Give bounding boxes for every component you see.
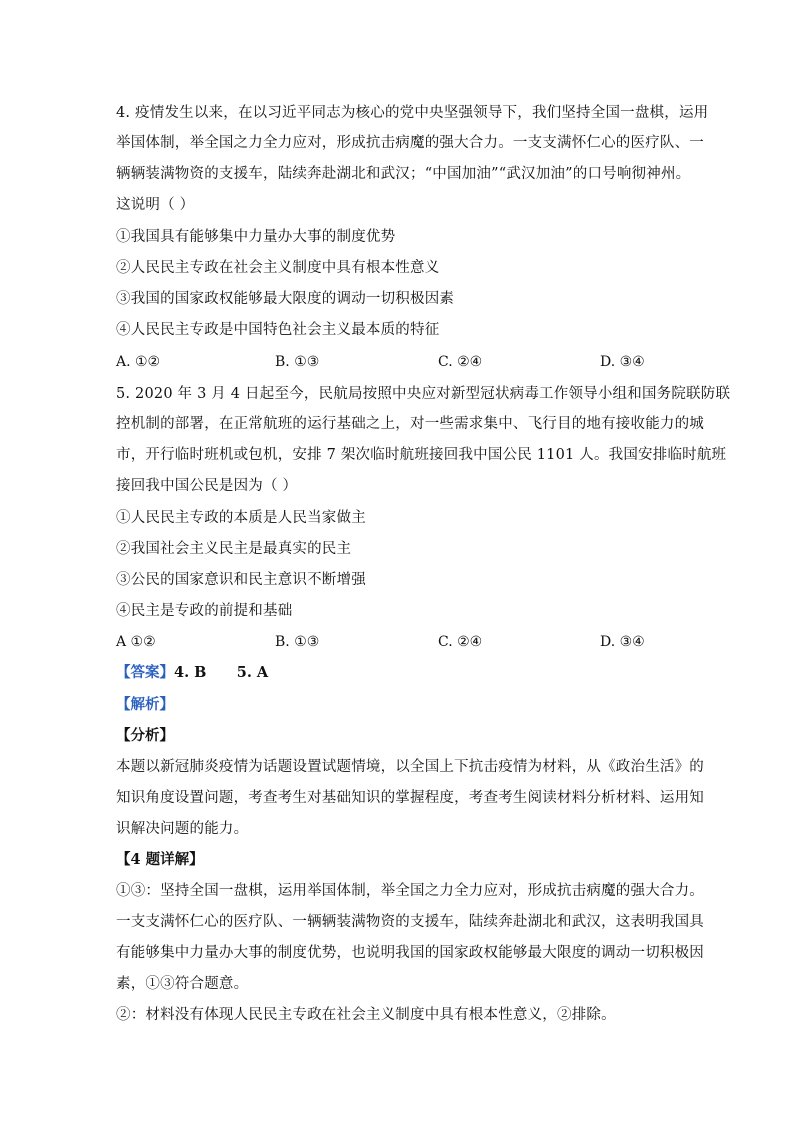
q5-options xyxy=(116,632,686,652)
q5-statement-1: ①人民民主专政的本质是人民当家做主 xyxy=(116,510,366,526)
detail-line-3: 有能够集中力量办大事的制度优势，也说明我国的国家政权能够最大限度的调动一切积极因 xyxy=(116,945,704,961)
q4-statement-3: ③我国的国家政权能够最大限度的调动一切积极因素 xyxy=(116,291,455,307)
detail-tag: 【4 题详解】 xyxy=(116,851,204,868)
q4-stem-line-1: 4. 疫情发生以来，在以习近平同志为核心的党中央坚强领导下，我们坚持全国一盘棋，运用 xyxy=(116,105,709,121)
detail-line-5: ②：材料没有体现人民民主专政在社会主义制度中具有根本性意义，②排除。 xyxy=(116,1007,616,1023)
q5-statement-4: ④民主是专政的前提和基础 xyxy=(116,603,293,619)
q4-option-c: C. ②④ xyxy=(438,354,483,370)
q5-statement-3: ③公民的国家意识和民主意识不断增强 xyxy=(116,572,366,588)
q4-options xyxy=(116,352,686,372)
q5-option-c: C. ②④ xyxy=(438,634,483,650)
q5-stem-line-2: 控机制的部署，在正常航班的运行基础之上，对一些需求集中、飞行目的地有接收能力的城 xyxy=(116,416,704,432)
q5-stem-line-4: 接回我中国公民是因为（ ） xyxy=(116,478,298,494)
q4-stem-line-3: 辆辆装满物资的支援车，陆续奔赴湖北和武汉；“中国加油”“武汉加油”的口号响彻神州。 xyxy=(116,166,691,182)
q5-option-a: A ①② xyxy=(116,634,156,650)
detail-line-1: ①③：坚持全国一盘棋，运用举国体制，举全国之力全力应对，形成抗击病魔的强大合力。 xyxy=(116,883,704,899)
answer-text: 4. B 5. A xyxy=(174,664,269,681)
q5-statement-2: ②我国社会主义民主是最真实的民主 xyxy=(116,541,352,557)
q5-option-b: B. ①③ xyxy=(275,634,320,650)
q5-stem-line-3: 市，开行临时班机或包机，安排 7 架次临时航班接回我中国公民 1101 人。我国安排临时航班 xyxy=(116,447,727,463)
fenxi-line-2: 知识角度设置问题，考查考生对基础知识的掌握程度，考查考生阅读材料分析材料、运用知 xyxy=(116,790,704,806)
q4-option-a: A. ①② xyxy=(116,354,161,370)
q5-option-d: D. ③④ xyxy=(600,634,645,650)
q5-stem-line-1: 5. 2020 年 3 月 4 日起至今，民航局按照中央应对新型冠状病毒工作领导小组和国务院联防联 xyxy=(116,386,731,402)
answer-line xyxy=(116,663,268,683)
q4-statement-2: ②人民民主专政在社会主义制度中具有根本性意义 xyxy=(116,260,440,276)
answer-tag: 【答案】 xyxy=(116,664,174,681)
detail-line-2: 一支支满怀仁心的医疗队、一辆辆装满物资的支援车，陆续奔赴湖北和武汉，这表明我国具 xyxy=(116,914,704,930)
q4-stem-line-4: 这说明（ ） xyxy=(116,197,195,213)
q4-option-d: D. ③④ xyxy=(600,354,645,370)
fenxi-line-3: 识解决问题的能力。 xyxy=(116,821,249,837)
q4-stem-line-2: 举国体制，举全国之力全力应对，形成抗击病魔的强大合力。一支支满怀仁心的医疗队、一 xyxy=(116,135,704,151)
fenxi-tag: 【分析】 xyxy=(116,727,174,744)
detail-line-4: 素，①③符合题意。 xyxy=(116,976,249,992)
fenxi-line-1: 本题以新冠肺炎疫情为话题设置试题情境，以全国上下抗击疫情为材料，从《政治生活》的 xyxy=(116,759,704,775)
q4-option-b: B. ①③ xyxy=(275,354,320,370)
q4-statement-1: ①我国具有能够集中力量办大事的制度优势 xyxy=(116,229,396,245)
q4-statement-4: ④人民民主专政是中国特色社会主义最本质的特征 xyxy=(116,322,440,338)
analysis-tag: 【解析】 xyxy=(116,696,174,713)
